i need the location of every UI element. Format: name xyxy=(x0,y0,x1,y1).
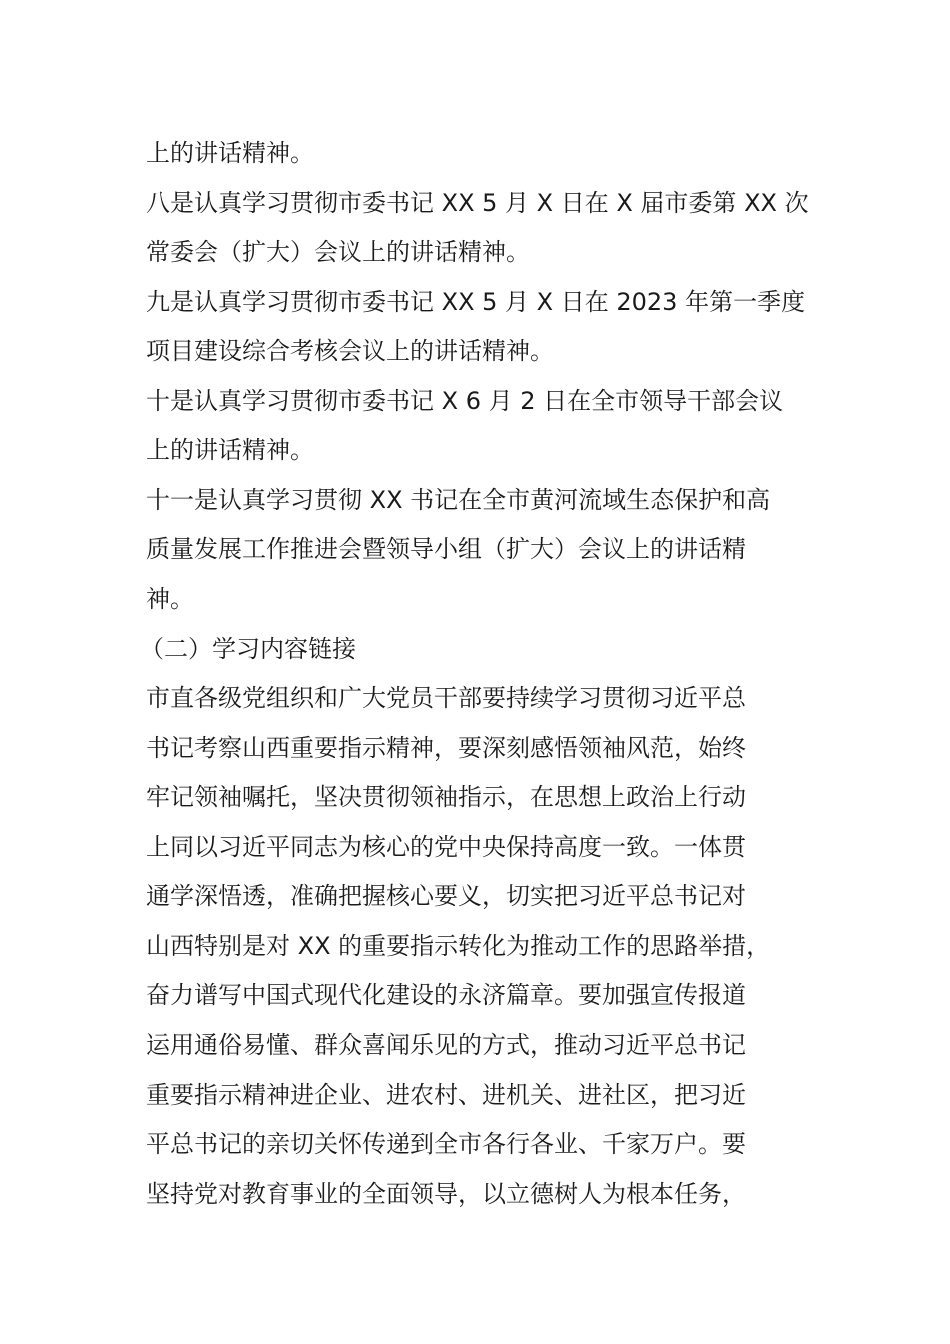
text-line: 质量发展工作推进会暨领导小组（扩大）会议上的讲话精 xyxy=(146,535,746,563)
text-line: 通学深悟透，准确把握核心要义，切实把习近平总书记对 xyxy=(146,882,746,910)
text-line: 十一是认真学习贯彻 XX 书记在全市黄河流域生态保护和高 xyxy=(146,486,771,514)
text-line: 上同以习近平同志为核心的党中央保持高度一致。一体贯 xyxy=(146,833,746,861)
text-line: 平总书记的亲切关怀传递到全市各行各业、千家万户。要 xyxy=(146,1130,746,1158)
text-line: 十是认真学习贯彻市委书记 X 6 月 2 日在全市领导干部会议 xyxy=(146,387,784,415)
text-line: 上的讲话精神。 xyxy=(146,139,314,167)
text-line: 神。 xyxy=(146,585,194,613)
text-line: 牢记领袖嘱托，坚决贯彻领袖指示，在思想上政治上行动 xyxy=(146,783,746,811)
text-line: 山西特别是对 XX 的重要指示转化为推动工作的思路举措， xyxy=(146,932,771,960)
text-line: 八是认真学习贯彻市委书记 XX 5 月 X 日在 X 届市委第 XX 次 xyxy=(146,189,809,217)
section-heading: （二）学习内容链接 xyxy=(140,635,356,663)
text-line: 项目建设综合考核会议上的讲话精神。 xyxy=(146,337,554,365)
text-line: 运用通俗易懂、群众喜闻乐见的方式，推动习近平总书记 xyxy=(146,1031,746,1059)
text-line: 坚持党对教育事业的全面领导，以立德树人为根本任务， xyxy=(146,1180,746,1208)
text-line: 市直各级党组织和广大党员干部要持续学习贯彻习近平总 xyxy=(146,684,746,712)
text-line: 书记考察山西重要指示精神，要深刻感悟领袖风范，始终 xyxy=(146,734,746,762)
text-line: 上的讲话精神。 xyxy=(146,436,314,464)
text-line: 重要指示精神进企业、进农村、进机关、进社区，把习近 xyxy=(146,1081,746,1109)
text-line: 常委会（扩大）会议上的讲话精神。 xyxy=(146,238,530,266)
text-line: 九是认真学习贯彻市委书记 XX 5 月 X 日在 2023 年第一季度 xyxy=(146,288,806,316)
text-line: 奋力谱写中国式现代化建设的永济篇章。要加强宣传报道 xyxy=(146,981,746,1009)
